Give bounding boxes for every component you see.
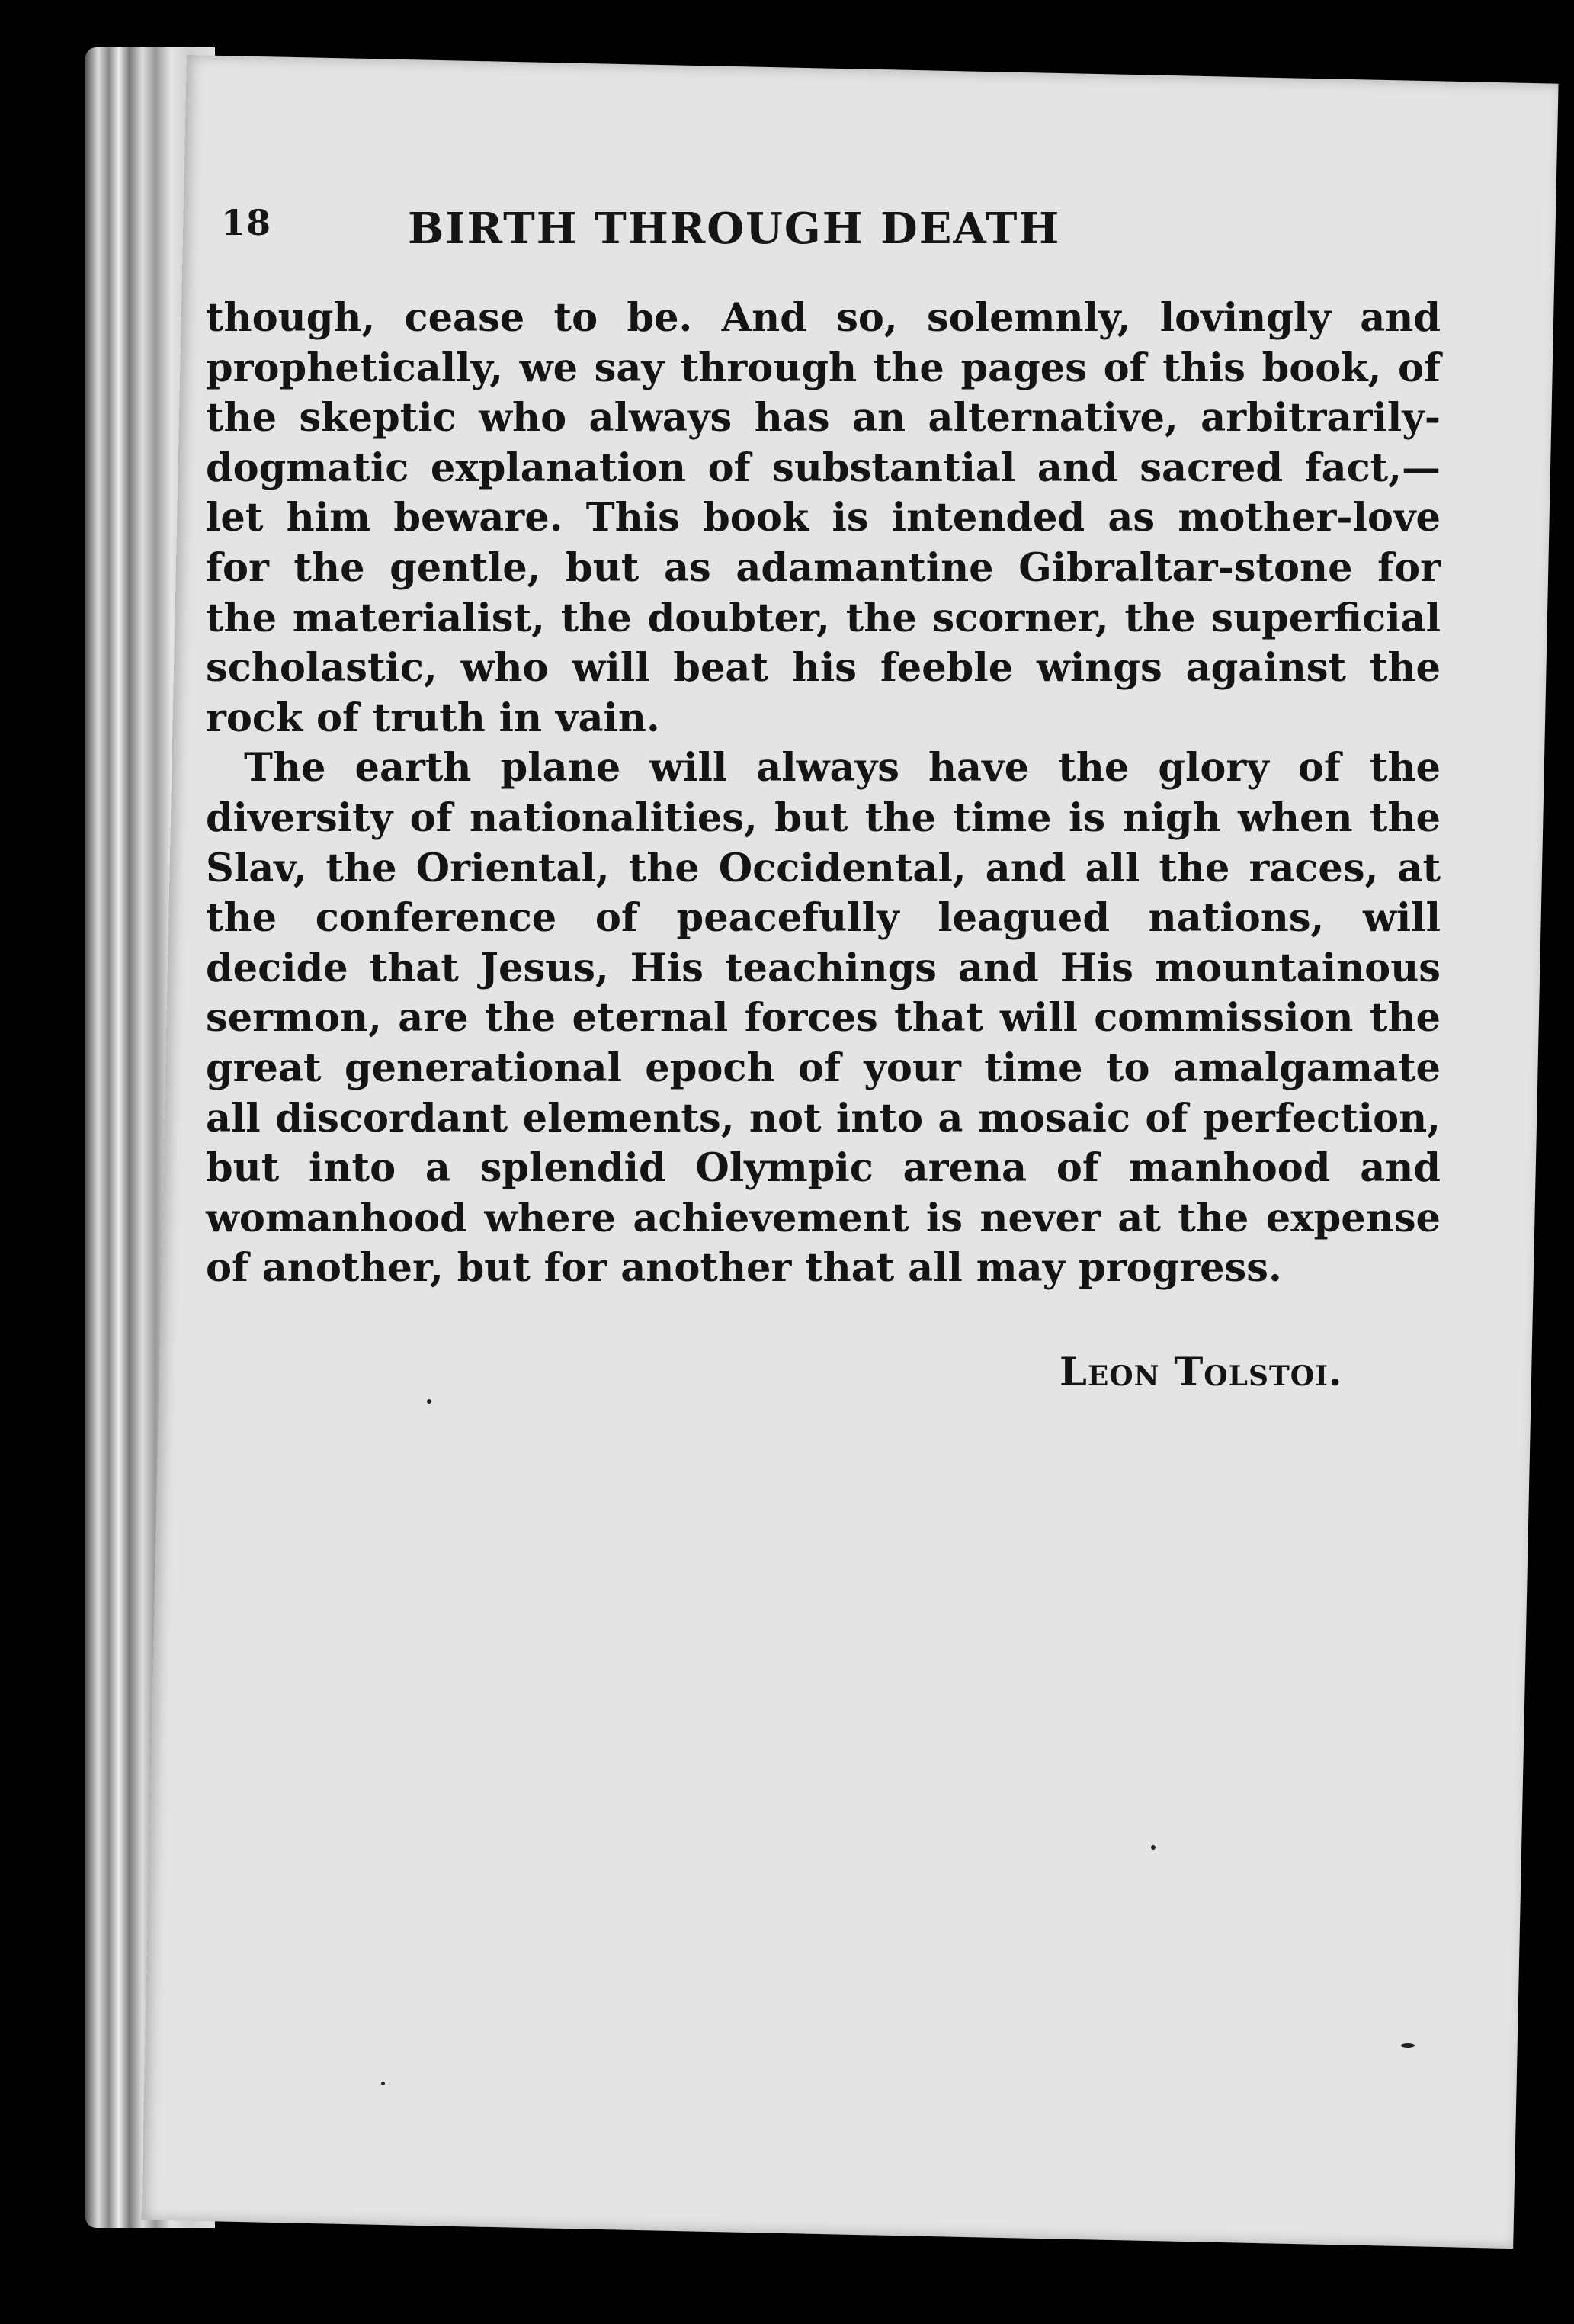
dust-speck	[427, 1399, 431, 1404]
dust-speck	[381, 2082, 385, 2085]
paragraph-2: The earth plane will always have the glory of the diversity of nationalities, but the time is nigh when the Slav, the Oriental, the Occidental, and all the races, at the conference of peacefully leagued nations, will decide that Jesus, His teachings and His mountainous sermon, are the eternal forces that will commission the great generational epoch of your time to amalgamate all discordant elements, not into a mosaic of perfection, but into a splendid Olympic arena of manhood and womanhood where achievement is never at the expense of another, but for another that all may progress.	[206, 745, 1441, 1292]
running-head: BIRTH THROUGH DEATH	[408, 204, 1061, 254]
body-text	[206, 294, 1441, 1294]
page-number: 18	[221, 202, 272, 243]
dust-speck	[1401, 2043, 1415, 2048]
dust-speck	[1151, 1845, 1156, 1850]
author-signature: Leon Tolstoi.	[1059, 1350, 1343, 1395]
paragraph-1: though, cease to be. And so, solemnly, lovingly and prophetically, we say through the pages of this book, of the skeptic who always has an alternative, arbitrarily-dogmatic explanation of substantial and sacred fact,—let him beware. This book is intended as mother-love for the gentle, but as adamantine Gibraltar-stone for the materialist, the doubter, the scorner, the superficial scholastic, who will beat his feeble wings against the rock of truth in vain.	[206, 295, 1441, 741]
